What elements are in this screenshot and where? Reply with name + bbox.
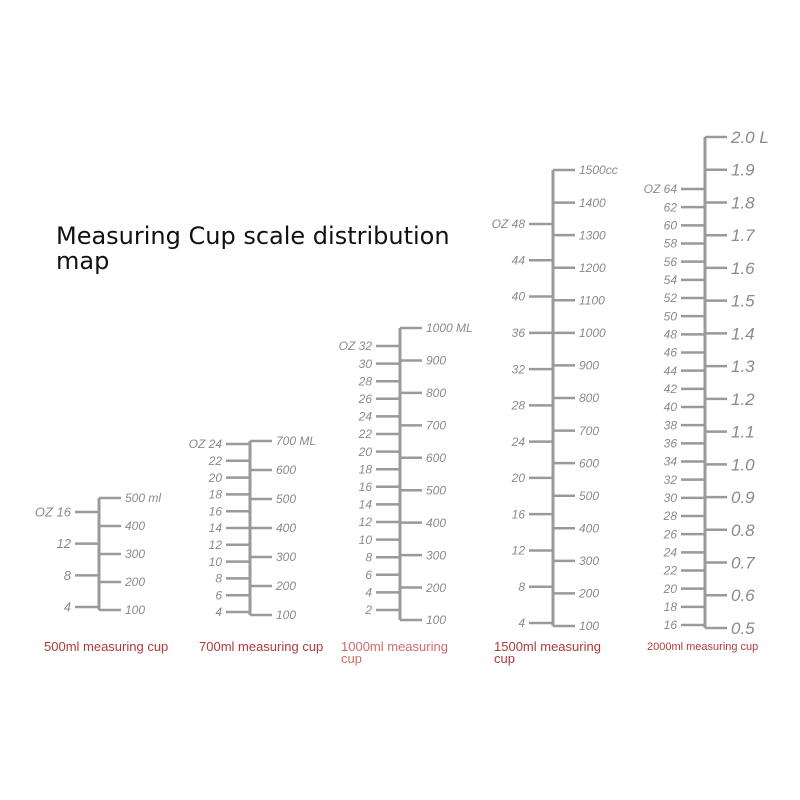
oz-tick-label: 22 [663, 563, 677, 578]
volume-tick-label: 0.6 [731, 586, 755, 606]
oz-tick-label: 56 [663, 254, 677, 269]
oz-tick-label: 28 [663, 509, 677, 524]
volume-tick-label: 400 [125, 519, 146, 534]
oz-tick-label: 4 [365, 585, 372, 600]
oz-tick-label: OZ 64 [643, 182, 677, 197]
volume-tick-label: 1400 [579, 195, 606, 210]
oz-tick-label: 12 [511, 543, 525, 558]
oz-tick-label: 18 [663, 600, 677, 615]
oz-tick-label: 10 [208, 554, 222, 569]
oz-tick-label: 6 [365, 568, 372, 582]
volume-tick-label: 1.6 [731, 258, 755, 278]
oz-tick-label: 48 [663, 327, 677, 342]
volume-tick-label: 700 [426, 418, 447, 433]
volume-tick-label: 300 [579, 554, 600, 569]
volume-tick-label: 200 [579, 586, 600, 601]
oz-tick-label: 8 [215, 571, 222, 586]
cup-scale-1000ml [339, 321, 473, 627]
volume-tick-label: 800 [579, 391, 600, 406]
oz-tick-label: 32 [511, 362, 525, 377]
volume-tick-label: 600 [426, 450, 447, 465]
oz-tick-label: 6 [215, 588, 222, 603]
oz-tick-label: 58 [663, 236, 677, 251]
volume-tick-label: 1200 [579, 260, 606, 275]
volume-tick-label: 1100 [579, 293, 605, 308]
page-title: Measuring Cup scale distribution map [56, 222, 450, 275]
cup-scale-500ml [35, 491, 161, 617]
oz-tick-label: 22 [208, 454, 222, 468]
oz-tick-label: 32 [663, 472, 677, 487]
volume-tick-label: 1300 [579, 228, 606, 243]
oz-tick-label: 20 [511, 471, 525, 486]
oz-tick-label: OZ 24 [188, 437, 222, 452]
volume-tick-label: 1.9 [731, 160, 755, 180]
volume-tick-label: 1.4 [731, 324, 755, 344]
oz-tick-label: 20 [208, 470, 222, 485]
volume-tick-label: 100 [579, 619, 600, 634]
oz-tick-label: 2 [365, 603, 372, 618]
oz-tick-label: 16 [358, 480, 372, 494]
oz-tick-label: 28 [358, 374, 372, 389]
oz-tick-label: 60 [663, 218, 677, 233]
volume-tick-label: 400 [579, 521, 600, 536]
oz-tick-label: 18 [208, 487, 222, 502]
oz-tick-label: 16 [208, 504, 222, 519]
oz-tick-label: 46 [663, 345, 677, 360]
oz-tick-label: 8 [365, 550, 372, 565]
volume-tick-label: 500 [579, 488, 600, 503]
volume-tick-label: 0.9 [731, 488, 755, 508]
caption-1500ml: 1500ml measuring cup [494, 639, 601, 666]
volume-tick-label: 900 [426, 353, 447, 368]
oz-tick-label: 24 [358, 409, 372, 424]
oz-tick-label: 12 [56, 536, 71, 552]
oz-tick-label: 8 [518, 579, 525, 594]
volume-tick-label: 1000 [579, 326, 606, 341]
oz-tick-label: 50 [663, 309, 677, 324]
caption-500ml: 500ml measuring cup [44, 639, 169, 654]
volume-tick-label: 0.8 [731, 520, 755, 540]
oz-tick-label: 40 [511, 289, 525, 304]
volume-tick-label: 300 [426, 548, 447, 563]
volume-tick-label: 1500cc [579, 163, 618, 178]
oz-tick-label: OZ 48 [491, 217, 525, 232]
volume-tick-label: 1.7 [731, 226, 755, 246]
oz-tick-label: OZ 32 [338, 339, 372, 354]
volume-tick-label: 1000 ML [426, 321, 473, 336]
volume-tick-label: 1.0 [731, 455, 755, 475]
oz-tick-label: 42 [663, 382, 677, 397]
volume-tick-label: 300 [125, 547, 146, 562]
oz-tick-label: 62 [663, 200, 677, 215]
oz-tick-label: 18 [358, 462, 372, 477]
volume-tick-label: 1.1 [731, 422, 755, 442]
oz-tick-label: 24 [511, 434, 525, 449]
caption-700ml: 700ml measuring cup [199, 639, 324, 654]
cup-scale-2000ml [644, 128, 769, 638]
volume-tick-label: 500 [276, 492, 297, 507]
cup-scale-1500ml [492, 163, 618, 633]
volume-tick-label: 500 ml [125, 491, 162, 506]
oz-tick-label: 14 [208, 521, 222, 536]
oz-tick-label: 40 [663, 400, 677, 415]
oz-tick-label: 54 [663, 273, 677, 288]
oz-tick-label: 12 [358, 515, 372, 530]
oz-tick-label: 28 [511, 398, 525, 413]
volume-tick-label: 200 [426, 580, 447, 595]
oz-tick-label: 12 [208, 538, 222, 552]
volume-tick-label: 100 [276, 608, 297, 623]
volume-tick-label: 600 [276, 463, 297, 478]
volume-tick-label: 1.8 [731, 193, 755, 213]
oz-tick-label: 20 [663, 581, 677, 596]
oz-tick-label: 4 [63, 599, 71, 615]
volume-tick-label: 800 [426, 386, 447, 401]
volume-tick-label: 700 [579, 423, 600, 438]
volume-tick-label: 1.2 [731, 389, 755, 409]
oz-tick-label: 26 [663, 527, 677, 542]
oz-tick-label: 36 [511, 326, 525, 341]
oz-tick-label: 30 [358, 356, 372, 371]
oz-tick-label: 44 [663, 363, 677, 378]
volume-tick-label: 1.5 [731, 291, 755, 311]
volume-tick-label: 200 [276, 579, 297, 594]
oz-tick-label: 22 [358, 427, 372, 442]
oz-tick-label: 38 [663, 418, 677, 433]
volume-tick-label: 2.0 L [731, 127, 769, 147]
oz-tick-label: 52 [663, 291, 677, 306]
volume-tick-label: 1.3 [731, 357, 755, 377]
oz-tick-label: 16 [663, 618, 677, 633]
volume-tick-label: 600 [579, 456, 600, 471]
oz-tick-label: 36 [663, 436, 677, 451]
volume-tick-label: 300 [276, 550, 297, 565]
cup-scale-700ml [189, 434, 316, 622]
oz-tick-label: 24 [663, 545, 677, 560]
oz-tick-label: 16 [511, 507, 525, 522]
volume-tick-label: 100 [426, 613, 447, 628]
oz-tick-label: 30 [663, 491, 677, 506]
oz-tick-label: 34 [663, 454, 677, 469]
oz-tick-label: OZ 16 [34, 504, 71, 520]
volume-tick-label: 900 [579, 358, 600, 373]
volume-tick-label: 400 [276, 521, 297, 536]
oz-tick-label: 26 [358, 392, 372, 406]
volume-tick-label: 700 ML [276, 434, 317, 449]
oz-tick-label: 8 [63, 567, 71, 583]
oz-tick-label: 4 [518, 616, 525, 631]
volume-tick-label: 400 [426, 515, 447, 530]
volume-tick-label: 0.5 [731, 618, 755, 638]
volume-tick-label: 100 [125, 603, 146, 618]
volume-tick-label: 0.7 [731, 553, 755, 573]
caption-2000ml: 2000ml measuring cup [647, 641, 759, 653]
volume-tick-label: 500 [426, 483, 447, 498]
oz-tick-label: 44 [511, 253, 525, 268]
caption-1000ml: 1000ml measuring cup [341, 639, 448, 666]
oz-tick-label: 20 [358, 444, 372, 459]
oz-tick-label: 4 [215, 605, 222, 620]
volume-tick-label: 200 [125, 575, 146, 590]
oz-tick-label: 10 [358, 532, 372, 547]
oz-tick-label: 14 [358, 497, 372, 512]
